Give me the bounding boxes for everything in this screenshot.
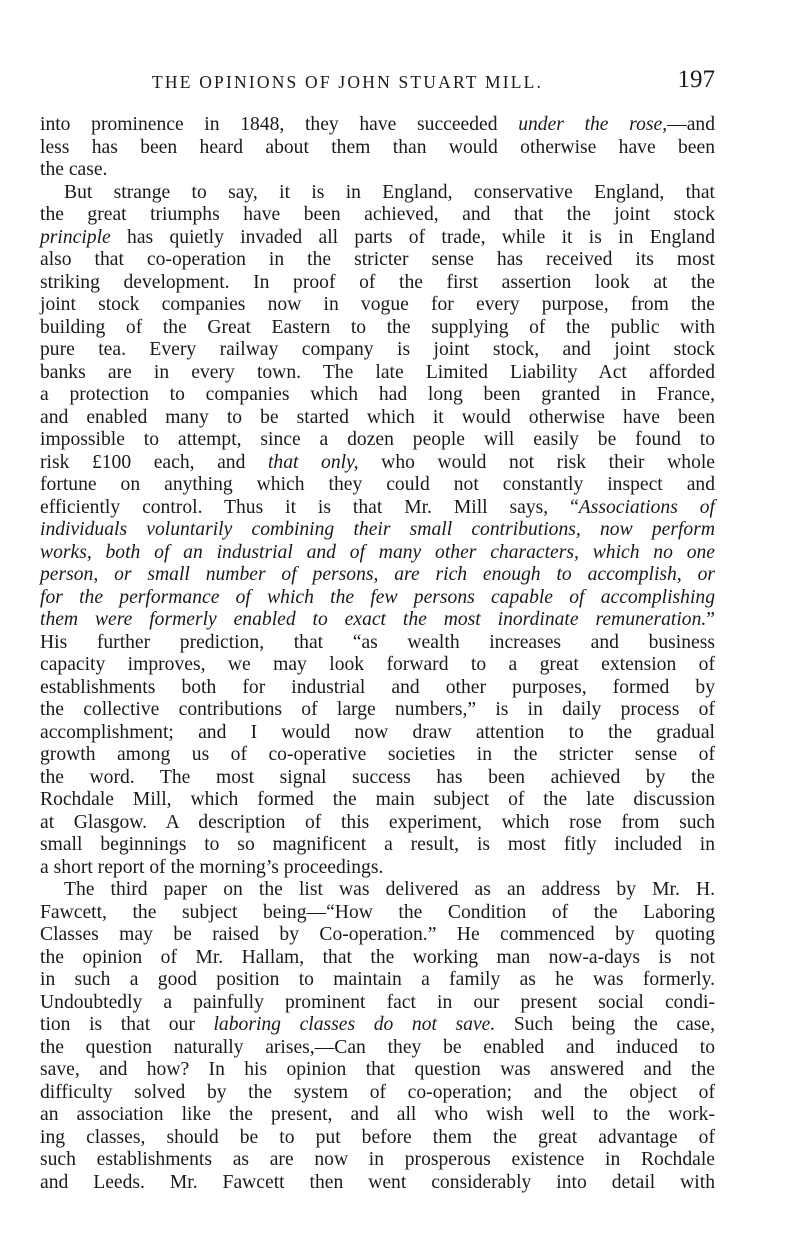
text-line: the opinion of Mr. Hallam, that the working man now-a-days is not <box>40 946 715 968</box>
text-line: such establishments as are now in prosperous existence in Rochdale <box>40 1149 715 1170</box>
text-line: a short report of the morning’s proceedings. <box>40 856 384 878</box>
text-line: tion is that our laboring classes do not save. Such being the case, <box>40 1014 715 1035</box>
running-head: THE OPINIONS OF JOHN STUART MILL. <box>152 72 544 92</box>
text-line: ing classes, should be to put before them the great advantage of <box>40 1126 715 1148</box>
text-line: person, or small number of persons, are rich enough to accomplish, or <box>40 564 715 585</box>
text-line: Classes may be raised by Co-operation.” He commenced by quoting <box>40 924 715 945</box>
text-line: Fawcett, the subject being—“How the Condition of the Laboring <box>40 901 715 923</box>
text-line: difficulty solved by the system of co-operation; and the object of <box>40 1081 715 1103</box>
text-line: save, and how? In his opinion that question was answered and the <box>40 1059 715 1080</box>
text-line: risk £100 each, and that only, who would not risk their whole <box>40 451 716 473</box>
text-line: fortune on anything which they could not constantly inspect and <box>40 474 715 495</box>
text-line: capacity improves, we may look forward to a great extension of <box>40 654 715 675</box>
text-line: establishments both for industrial and other purposes, formed by <box>40 676 715 698</box>
text-line: efficiently control. Thus it is that Mr. Mill says, “Associations of <box>40 496 715 518</box>
text-line: Rochdale Mill, which formed the main subject of the late discussion <box>40 789 715 810</box>
text-line: an association like the present, and all who wish well to the work- <box>40 1104 715 1125</box>
text-line: banks are in every town. The late Limited Liability Act afforded <box>40 361 715 383</box>
text-line: the collective contributions of large numbers,” is in daily process of <box>40 699 715 720</box>
text-line: works, both of an industrial and of many other characters, which no one <box>40 541 715 563</box>
text-line: a protection to companies which had long been granted in France, <box>40 384 715 405</box>
text-line: individuals voluntarily combining their small contributions, now perform <box>40 519 715 540</box>
text-line: and Leeds. Mr. Fawcett then went considerably into detail with <box>40 1171 715 1193</box>
text-line: Undoubtedly a painfully prominent fact in our present social condi- <box>40 991 715 1013</box>
text-line: the case. <box>40 159 108 180</box>
text-line: the great triumphs have been achieved, and that the joint stock <box>40 204 715 225</box>
text-line: the question naturally arises,—Can they be enabled and induced to <box>40 1036 715 1058</box>
text-line: also that co-operation in the stricter sense has received its most <box>40 249 715 270</box>
text-line: growth among us of co-operative societies in the stricter sense of <box>40 744 715 765</box>
text-line: in such a good position to maintain a family as he was formerly. <box>40 969 715 990</box>
text-line: pure tea. Every railway company is joint stock, and joint stock <box>40 339 715 360</box>
text-line: principle has quietly invaded all parts of trade, while it is in England <box>40 226 715 248</box>
text-line: But strange to say, it is in England, conservative England, that <box>64 181 715 203</box>
text-line: the word. The most signal success has been achieved by the <box>40 766 715 788</box>
text-line: accomplishment; and I would now draw attention to the gradual <box>40 721 715 743</box>
text-line: building of the Great Eastern to the supplying of the public with <box>40 316 715 338</box>
text-line: for the performance of which the few persons capable of accomplishing <box>40 586 715 608</box>
page-number: 197 <box>677 66 715 93</box>
text-line: striking development. In proof of the first assertion look at the <box>40 271 715 293</box>
text-line: less has been heard about them than would otherwise have been <box>40 136 715 158</box>
body-text <box>40 114 715 1194</box>
text-line: impossible to attempt, since a dozen people will easily be found to <box>40 429 715 450</box>
text-line: into prominence in 1848, they have succeeded under the rose,—and <box>40 114 715 135</box>
text-line: joint stock companies now in vogue for every purpose, from the <box>40 294 715 315</box>
text-line: His further prediction, that “as wealth increases and business <box>40 631 715 653</box>
text-line: at Glasgow. A description of this experiment, which rose from such <box>40 811 715 833</box>
text-line: The third paper on the list was delivered as an address by Mr. H. <box>64 879 715 900</box>
page-header <box>40 66 715 100</box>
text-line: them were formerly enabled to exact the most inordinate remuneration.” <box>40 609 715 630</box>
text-line: and enabled many to be started which it would otherwise have been <box>40 406 715 428</box>
text-line: small beginnings to so magnificent a result, is most fitly included in <box>40 834 715 855</box>
